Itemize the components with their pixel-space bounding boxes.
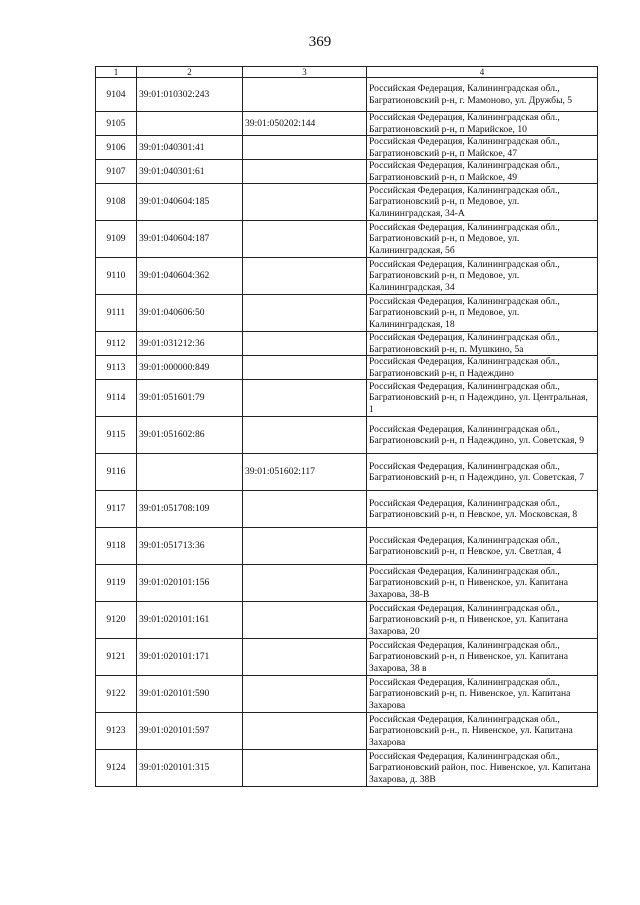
- address-cell: Российская Федерация, Калининградская обл., Багратионовский р-н, п Надеждино, ул. Советская, 7: [367, 454, 598, 491]
- building-cadastral-number-cell: 39:01:050202:144: [243, 112, 367, 136]
- address-cell: Российская Федерация, Калининградская обл., Багратионовский р-н, п Майское, 49: [367, 160, 598, 184]
- cadastral-number-cell: 39:01:020101:315: [137, 750, 243, 787]
- row-number-cell: 9115: [96, 417, 137, 454]
- table-row: [96, 417, 598, 454]
- cadastral-number-cell: 39:01:040606:50: [137, 295, 243, 332]
- address-cell: Российская Федерация, Калининградская обл., Багратионовский район, пос. Нивенское, ул. Капитана Захарова, д. 38В: [367, 750, 598, 787]
- address-cell: Российская Федерация, Калининградская обл., Багратионовский р-н, г. Мамоново, ул. Дружбы, 5: [367, 78, 598, 112]
- building-cadastral-number-cell: [243, 602, 367, 639]
- table-row: [96, 295, 598, 332]
- address-cell: Российская Федерация, Калининградская обл., Багратионовский р-н, п Медовое, ул. Калининградская, 34: [367, 258, 598, 295]
- table-row: [96, 676, 598, 713]
- building-cadastral-number-cell: [243, 380, 367, 417]
- table-row: [96, 136, 598, 160]
- cadastral-number-cell: 39:01:051601:79: [137, 380, 243, 417]
- row-number-cell: 9116: [96, 454, 137, 491]
- cadastral-number-cell: 39:01:040604:185: [137, 184, 243, 221]
- address-cell: Российская Федерация, Калининградская обл., Багратионовский р-н, п. Мушкино, 5а: [367, 332, 598, 356]
- cadastral-number-cell: [137, 454, 243, 491]
- address-cell: Российская Федерация, Калининградская обл., Багратионовский р-н, п. Нивенское, ул. Капитана Захарова: [367, 676, 598, 713]
- row-number-cell: 9120: [96, 602, 137, 639]
- address-cell: Российская Федерация, Калининградская обл., Багратионовский р-н, п Надеждино, ул. Советская, 9: [367, 417, 598, 454]
- table-header-row: [96, 67, 598, 78]
- table-row: [96, 380, 598, 417]
- address-cell: Российская Федерация, Калининградская обл., Багратионовский р-н, п Невское, ул. Московская, 8: [367, 491, 598, 528]
- cadastral-number-cell: 39:01:010302:243: [137, 78, 243, 112]
- column-header-2: 2: [137, 67, 243, 78]
- row-number-cell: 9106: [96, 136, 137, 160]
- address-cell: Российская Федерация, Калининградская обл., Багратионовский р-н., п. Нивенское, ул. Капитана Захарова: [367, 713, 598, 750]
- row-number-cell: 9117: [96, 491, 137, 528]
- address-cell: Российская Федерация, Калининградская обл., Багратионовский р-н, п Медовое, ул. Калининградская, 5б: [367, 221, 598, 258]
- registry-table-body: [96, 67, 598, 787]
- cadastral-number-cell: 39:01:051708:109: [137, 491, 243, 528]
- table-row: [96, 602, 598, 639]
- building-cadastral-number-cell: [243, 332, 367, 356]
- cadastral-number-cell: 39:01:040301:41: [137, 136, 243, 160]
- address-cell: Российская Федерация, Калининградская обл., Багратионовский р-н, п Надеждино: [367, 356, 598, 380]
- address-cell: Российская Федерация, Калининградская обл., Багратионовский р-н, п Нивенское, ул. Капитана Захарова, 38-В: [367, 565, 598, 602]
- row-number-cell: 9105: [96, 112, 137, 136]
- address-cell: Российская Федерация, Калининградская обл., Багратионовский р-н, п Майское, 47: [367, 136, 598, 160]
- building-cadastral-number-cell: [243, 417, 367, 454]
- cadastral-number-cell: 39:01:000000:849: [137, 356, 243, 380]
- building-cadastral-number-cell: [243, 713, 367, 750]
- cadastral-number-cell: 39:01:031212:36: [137, 332, 243, 356]
- building-cadastral-number-cell: [243, 160, 367, 184]
- building-cadastral-number-cell: [243, 676, 367, 713]
- building-cadastral-number-cell: [243, 78, 367, 112]
- building-cadastral-number-cell: 39:01:051602:117: [243, 454, 367, 491]
- table-row: [96, 528, 598, 565]
- building-cadastral-number-cell: [243, 639, 367, 676]
- table-row: [96, 750, 598, 787]
- row-number-cell: 9110: [96, 258, 137, 295]
- cadastral-number-cell: 39:01:040604:362: [137, 258, 243, 295]
- column-header-3: 3: [243, 67, 367, 78]
- row-number-cell: 9123: [96, 713, 137, 750]
- table-row: [96, 639, 598, 676]
- page-number: 369: [308, 34, 332, 50]
- building-cadastral-number-cell: [243, 295, 367, 332]
- row-number-cell: 9108: [96, 184, 137, 221]
- table-row: [96, 454, 598, 491]
- column-header-1: 1: [96, 67, 137, 78]
- address-cell: Российская Федерация, Калининградская обл., Багратионовский р-н, п Надеждино, ул. Центральная, 1: [367, 380, 598, 417]
- cadastral-number-cell: [137, 112, 243, 136]
- row-number-cell: 9112: [96, 332, 137, 356]
- row-number-cell: 9107: [96, 160, 137, 184]
- cadastral-number-cell: 39:01:040604:187: [137, 221, 243, 258]
- column-header-4: 4: [367, 67, 598, 78]
- row-number-cell: 9122: [96, 676, 137, 713]
- cadastral-number-cell: 39:01:051602:86: [137, 417, 243, 454]
- row-number-cell: 9118: [96, 528, 137, 565]
- table-row: [96, 565, 598, 602]
- building-cadastral-number-cell: [243, 491, 367, 528]
- building-cadastral-number-cell: [243, 750, 367, 787]
- table-row: [96, 491, 598, 528]
- address-cell: Российская Федерация, Калининградская обл., Багратионовский р-н, п Невское, ул. Светлая, 4: [367, 528, 598, 565]
- cadastral-number-cell: 39:01:051713:36: [137, 528, 243, 565]
- cadastral-number-cell: 39:01:020101:156: [137, 565, 243, 602]
- building-cadastral-number-cell: [243, 221, 367, 258]
- table-row: [96, 258, 598, 295]
- table-row: [96, 356, 598, 380]
- cadastral-number-cell: 39:01:020101:590: [137, 676, 243, 713]
- building-cadastral-number-cell: [243, 136, 367, 160]
- building-cadastral-number-cell: [243, 184, 367, 221]
- table-row: [96, 78, 598, 112]
- table-row: [96, 332, 598, 356]
- cadastral-number-cell: 39:01:020101:171: [137, 639, 243, 676]
- table-row: [96, 221, 598, 258]
- cadastral-number-cell: 39:01:020101:597: [137, 713, 243, 750]
- cadastral-number-cell: 39:01:020101:161: [137, 602, 243, 639]
- table-row: [96, 112, 598, 136]
- building-cadastral-number-cell: [243, 565, 367, 602]
- registry-table: [95, 66, 598, 787]
- row-number-cell: 9113: [96, 356, 137, 380]
- row-number-cell: 9114: [96, 380, 137, 417]
- row-number-cell: 9124: [96, 750, 137, 787]
- building-cadastral-number-cell: [243, 356, 367, 380]
- address-cell: Российская Федерация, Калининградская обл., Багратионовский р-н, п Нивенское, ул. Капитана Захарова, 20: [367, 602, 598, 639]
- row-number-cell: 9104: [96, 78, 137, 112]
- building-cadastral-number-cell: [243, 258, 367, 295]
- address-cell: Российская Федерация, Калининградская обл., Багратионовский р-н, п Марийское, 10: [367, 112, 598, 136]
- address-cell: Российская Федерация, Калининградская обл., Багратионовский р-н, п Медовое, ул. Калининградская, 18: [367, 295, 598, 332]
- table-row: [96, 160, 598, 184]
- table-row: [96, 184, 598, 221]
- address-cell: Российская Федерация, Калининградская обл., Багратионовский р-н, п Медовое, ул. Калининградская, 34-А: [367, 184, 598, 221]
- row-number-cell: 9111: [96, 295, 137, 332]
- row-number-cell: 9109: [96, 221, 137, 258]
- row-number-cell: 9119: [96, 565, 137, 602]
- row-number-cell: 9121: [96, 639, 137, 676]
- address-cell: Российская Федерация, Калининградская обл., Багратионовский р-н, п Нивенское, ул. Капитана Захарова, 38 в: [367, 639, 598, 676]
- table-row: [96, 713, 598, 750]
- building-cadastral-number-cell: [243, 528, 367, 565]
- cadastral-number-cell: 39:01:040301:61: [137, 160, 243, 184]
